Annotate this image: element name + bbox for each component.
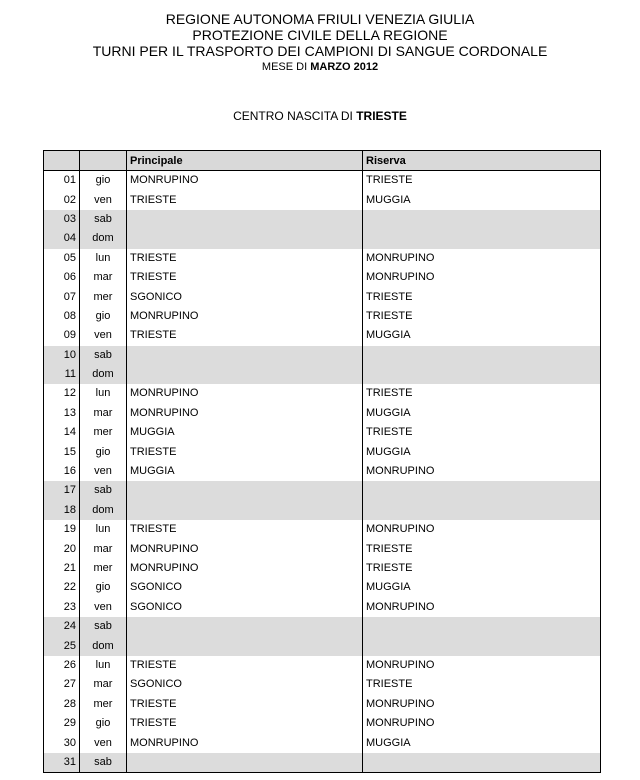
table-row: [44, 171, 601, 191]
centro-nascita: [0, 109, 640, 123]
principale-cell: TRIESTE: [127, 714, 363, 733]
col-header-day: [80, 151, 127, 171]
riserva-cell: MONRUPINO: [363, 268, 601, 287]
principale-cell: [127, 617, 363, 636]
day-number: 15: [44, 442, 80, 461]
principale-cell: TRIESTE: [127, 656, 363, 675]
principale-cell: TRIESTE: [127, 442, 363, 461]
table-row: [44, 404, 601, 423]
day-name: lun: [80, 384, 127, 403]
day-name: mer: [80, 559, 127, 578]
day-number: 22: [44, 578, 80, 597]
day-name: mer: [80, 287, 127, 306]
principale-cell: SGONICO: [127, 287, 363, 306]
table-row: [44, 365, 601, 384]
day-name: mar: [80, 268, 127, 287]
table-row: [44, 695, 601, 714]
principale-cell: MONRUPINO: [127, 559, 363, 578]
day-number: 19: [44, 520, 80, 539]
day-number: 27: [44, 675, 80, 694]
day-name: ven: [80, 733, 127, 752]
day-name: dom: [80, 229, 127, 248]
day-number: 23: [44, 598, 80, 617]
header-line-region: REGIONE AUTONOMA FRIULI VENEZIA GIULIA: [165, 11, 475, 27]
header-month: [0, 60, 640, 74]
day-number: 12: [44, 384, 80, 403]
day-name: lun: [80, 520, 127, 539]
day-name: ven: [80, 462, 127, 481]
day-number: 03: [44, 210, 80, 229]
day-number: 26: [44, 656, 80, 675]
riserva-cell: MUGGIA: [363, 578, 601, 597]
principale-cell: MONRUPINO: [127, 733, 363, 752]
principale-cell: TRIESTE: [127, 695, 363, 714]
table-header-row: [44, 151, 601, 171]
riserva-cell: [363, 636, 601, 655]
day-name: sab: [80, 346, 127, 365]
day-name: ven: [80, 190, 127, 209]
riserva-cell: [363, 365, 601, 384]
principale-cell: SGONICO: [127, 675, 363, 694]
table-row: [44, 675, 601, 694]
day-number: 10: [44, 346, 80, 365]
riserva-cell: TRIESTE: [363, 287, 601, 306]
principale-cell: TRIESTE: [127, 326, 363, 345]
day-name: sab: [80, 210, 127, 229]
day-number: 31: [44, 753, 80, 773]
principale-cell: SGONICO: [127, 598, 363, 617]
table-row: [44, 714, 601, 733]
table-row: [44, 578, 601, 597]
month-prefix: MESE DI: [261, 61, 311, 73]
day-number: 25: [44, 636, 80, 655]
principale-cell: TRIESTE: [127, 268, 363, 287]
table-row: [44, 656, 601, 675]
header-line-title: TURNI PER IL TRASPORTO DEI CAMPIONI DI SANGUE CORDONALE: [92, 43, 548, 59]
day-name: dom: [80, 501, 127, 520]
riserva-cell: TRIESTE: [363, 539, 601, 558]
principale-cell: MUGGIA: [127, 423, 363, 442]
table-row: [44, 346, 601, 365]
table-row: [44, 539, 601, 558]
table-row: [44, 190, 601, 209]
day-name: sab: [80, 617, 127, 636]
principale-cell: SGONICO: [127, 578, 363, 597]
table-row: [44, 598, 601, 617]
table-row: [44, 733, 601, 752]
day-name: lun: [80, 249, 127, 268]
col-header-number: [44, 151, 80, 171]
table-row: [44, 268, 601, 287]
day-number: 20: [44, 539, 80, 558]
riserva-cell: MUGGIA: [363, 404, 601, 423]
riserva-cell: TRIESTE: [363, 423, 601, 442]
table-row: [44, 442, 601, 461]
col-header-principale: Principale: [127, 151, 363, 171]
day-number: 08: [44, 307, 80, 326]
day-number: 16: [44, 462, 80, 481]
riserva-cell: TRIESTE: [363, 559, 601, 578]
table-row: [44, 384, 601, 403]
table-row: [44, 481, 601, 500]
table-row: [44, 307, 601, 326]
day-number: 14: [44, 423, 80, 442]
col-header-riserva: Riserva: [363, 151, 601, 171]
riserva-cell: [363, 481, 601, 500]
riserva-cell: TRIESTE: [363, 171, 601, 191]
day-name: gio: [80, 442, 127, 461]
riserva-cell: TRIESTE: [363, 675, 601, 694]
principale-cell: TRIESTE: [127, 249, 363, 268]
riserva-cell: [363, 617, 601, 636]
day-number: 28: [44, 695, 80, 714]
principale-cell: MONRUPINO: [127, 539, 363, 558]
day-number: 13: [44, 404, 80, 423]
riserva-cell: MUGGIA: [363, 326, 601, 345]
day-name: mar: [80, 539, 127, 558]
day-number: 04: [44, 229, 80, 248]
day-number: 30: [44, 733, 80, 752]
principale-cell: MONRUPINO: [127, 404, 363, 423]
day-number: 02: [44, 190, 80, 209]
day-number: 29: [44, 714, 80, 733]
principale-cell: TRIESTE: [127, 520, 363, 539]
day-number: 01: [44, 171, 80, 191]
centro-city: TRIESTE: [356, 109, 407, 123]
principale-cell: [127, 365, 363, 384]
table-row: [44, 636, 601, 655]
riserva-cell: MONRUPINO: [363, 598, 601, 617]
day-name: gio: [80, 307, 127, 326]
principale-cell: MONRUPINO: [127, 171, 363, 191]
header-line-civil-protection: PROTEZIONE CIVILE DELLA REGIONE: [192, 27, 448, 43]
day-name: mer: [80, 695, 127, 714]
table-row: [44, 617, 601, 636]
riserva-cell: MONRUPINO: [363, 249, 601, 268]
principale-cell: [127, 346, 363, 365]
day-name: mar: [80, 404, 127, 423]
riserva-cell: MONRUPINO: [363, 520, 601, 539]
principale-cell: TRIESTE: [127, 190, 363, 209]
day-name: dom: [80, 636, 127, 655]
day-number: 07: [44, 287, 80, 306]
principale-cell: [127, 636, 363, 655]
riserva-cell: MONRUPINO: [363, 462, 601, 481]
riserva-cell: TRIESTE: [363, 307, 601, 326]
principale-cell: [127, 501, 363, 520]
table-row: [44, 423, 601, 442]
riserva-cell: MUGGIA: [363, 442, 601, 461]
table-row: [44, 229, 601, 248]
table-row: [44, 559, 601, 578]
principale-cell: MONRUPINO: [127, 384, 363, 403]
riserva-cell: [363, 229, 601, 248]
day-name: sab: [80, 753, 127, 773]
riserva-cell: TRIESTE: [363, 384, 601, 403]
table-row: [44, 753, 601, 773]
day-name: mer: [80, 423, 127, 442]
schedule-table: [43, 150, 601, 773]
principale-cell: [127, 229, 363, 248]
day-number: 21: [44, 559, 80, 578]
riserva-cell: MUGGIA: [363, 733, 601, 752]
day-number: 17: [44, 481, 80, 500]
day-number: 18: [44, 501, 80, 520]
day-name: ven: [80, 598, 127, 617]
riserva-cell: MUGGIA: [363, 190, 601, 209]
table-body: [44, 171, 601, 773]
day-name: dom: [80, 365, 127, 384]
table-row: [44, 249, 601, 268]
principale-cell: [127, 753, 363, 773]
day-name: ven: [80, 326, 127, 345]
principale-cell: MONRUPINO: [127, 307, 363, 326]
principale-cell: MUGGIA: [127, 462, 363, 481]
day-name: lun: [80, 656, 127, 675]
day-name: sab: [80, 481, 127, 500]
riserva-cell: [363, 753, 601, 773]
riserva-cell: MONRUPINO: [363, 695, 601, 714]
table-row: [44, 210, 601, 229]
day-name: gio: [80, 714, 127, 733]
riserva-cell: [363, 501, 601, 520]
table-row: [44, 287, 601, 306]
riserva-cell: [363, 210, 601, 229]
table-row: [44, 326, 601, 345]
day-number: 09: [44, 326, 80, 345]
table-row: [44, 501, 601, 520]
principale-cell: [127, 481, 363, 500]
riserva-cell: MONRUPINO: [363, 656, 601, 675]
day-number: 05: [44, 249, 80, 268]
day-number: 24: [44, 617, 80, 636]
riserva-cell: MONRUPINO: [363, 714, 601, 733]
day-number: 06: [44, 268, 80, 287]
principale-cell: [127, 210, 363, 229]
day-name: gio: [80, 171, 127, 191]
day-name: gio: [80, 578, 127, 597]
centro-prefix: CENTRO NASCITA DI: [233, 109, 357, 123]
table-row: [44, 462, 601, 481]
riserva-cell: [363, 346, 601, 365]
month-value: MARZO 2012: [310, 61, 379, 73]
table-row: [44, 520, 601, 539]
day-name: mar: [80, 675, 127, 694]
day-number: 11: [44, 365, 80, 384]
